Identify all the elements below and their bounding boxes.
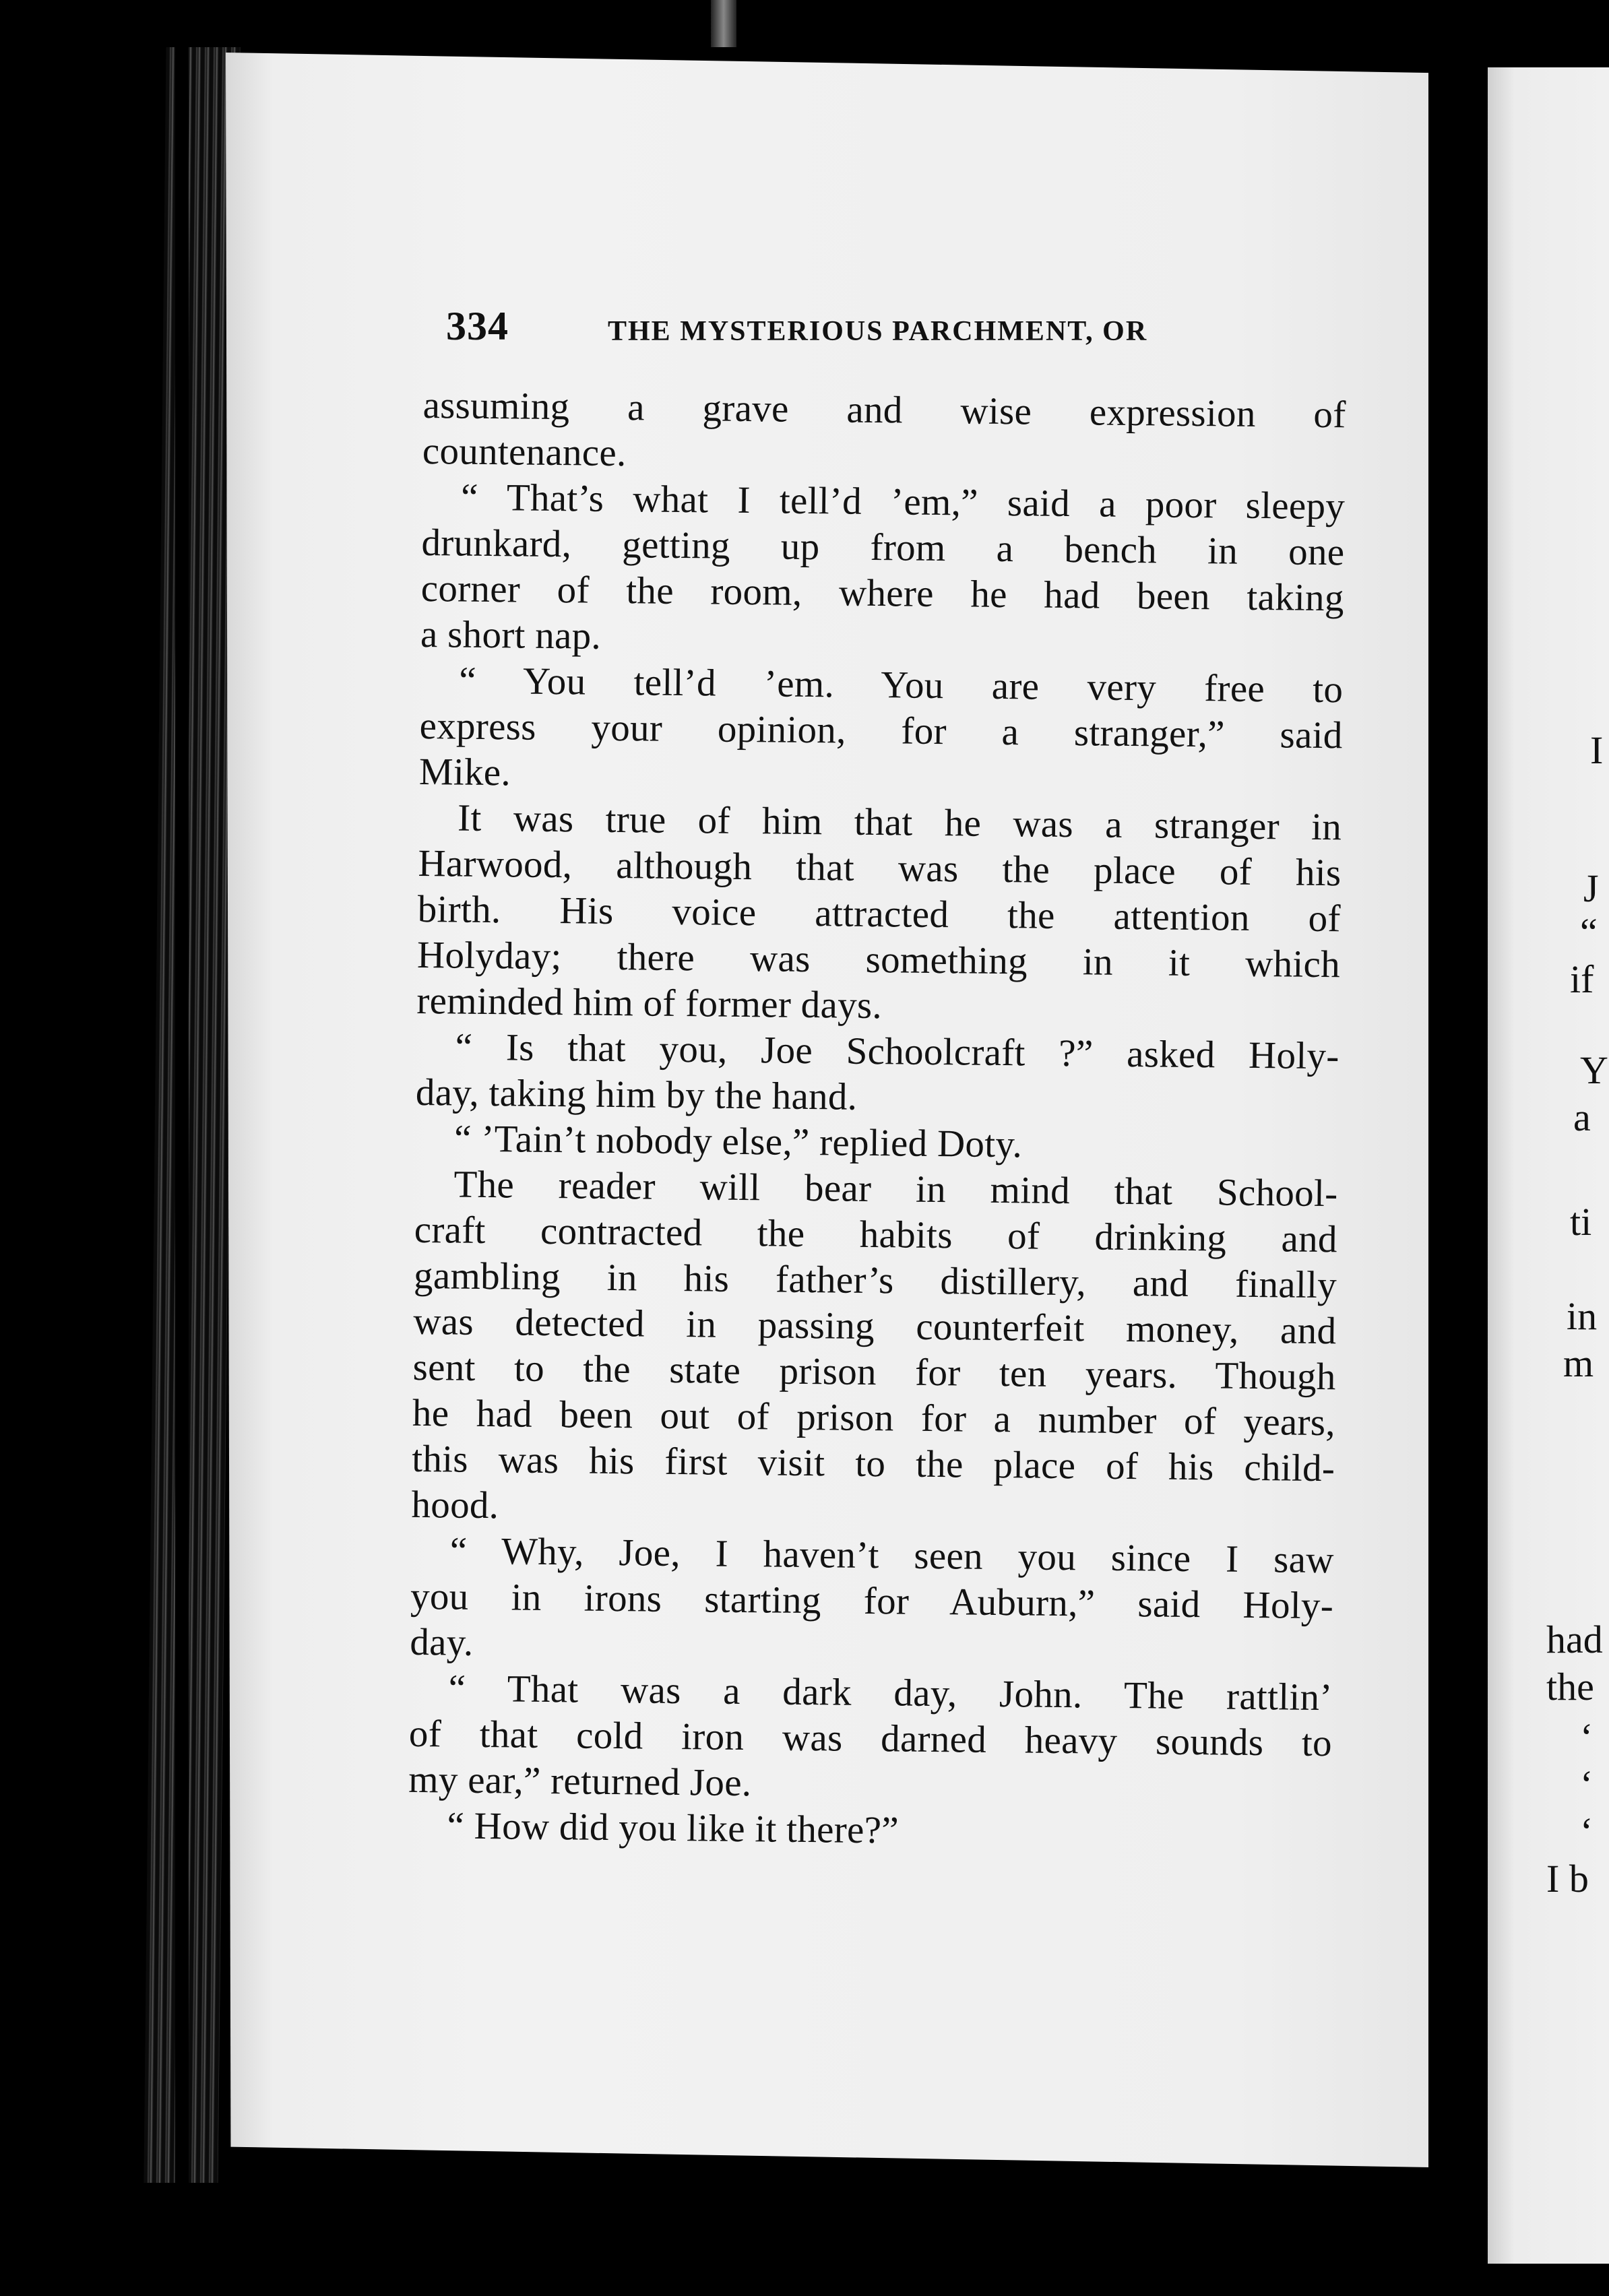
text-line-content: “ That was a dark day, John. The rattlin’ [448,1667,1333,1719]
text-line-content: sent to the state prison for ten years. Though [412,1345,1336,1399]
text-line-content: day, taking him by the hand. [415,1071,858,1118]
text-line-content: corner of the room, where he had been taking [420,567,1345,620]
text-line-content: “ ’Tain’t nobody else,” replied Doty. [453,1117,1023,1166]
right-page-fragment: I [1590,728,1604,772]
text-line-content: craft contracted the habits of drinking and [414,1208,1338,1261]
text-line-content: of that cold iron was darned heavy sounds to [408,1712,1333,1765]
right-page-fragment: Y [1580,1048,1608,1092]
running-head [446,303,1342,364]
text-line-content: The reader will bear in mind that School- [453,1163,1338,1215]
right-page-fragment: a [1573,1095,1591,1139]
text-line-content: assuming a grave and wise expression of [422,383,1346,437]
text-line-content: reminded him of former days. [416,979,883,1027]
spine-shadow [175,40,189,2196]
right-page-fragment: ‘ [1580,1810,1594,1853]
text-line-content: birth. His voice attracted the attention of [417,887,1342,940]
text-line-content: gambling in his father’s distillery, and finally [413,1254,1337,1307]
right-page [1488,67,1609,2264]
text-line-content: “ Why, Joe, I haven’t seen you since I saw [449,1529,1335,1582]
text-line-content: “ How did you like it there?” [447,1804,900,1852]
text-line-content: “ That’s what I tell’d ’em,” said a poor sleepy [460,476,1346,528]
text-line-content: “ You tell’d ’em. You are very free to [459,659,1344,711]
text-line [408,1803,1331,1858]
right-page-fragment: ‘ [1580,1715,1594,1759]
right-page-fragment: the [1546,1665,1594,1709]
right-page-fragment: “ [1580,910,1598,954]
text-line-content: was detected in passing counterfeit money, and [413,1300,1337,1353]
right-page-fragment: had [1546,1618,1603,1661]
text-line-content: you in irons starting for Auburn,” said Holy- [410,1574,1334,1628]
right-page-fragment: J [1583,866,1599,910]
scan-artifact [711,0,736,47]
right-page-fragment: ‘ [1580,1762,1594,1806]
text-line-content: day. [410,1620,474,1664]
right-page-fragment: I b [1546,1857,1589,1901]
right-page-fragment: if [1570,957,1594,1001]
text-line-content: a short nap. [420,612,602,658]
text-line-content: Harwood, although that was the place of his [418,841,1342,895]
text-line-content: Holyday; there was something in it which [416,933,1341,986]
text-line-content: this was his first visit to the place of his child- [411,1437,1335,1490]
text-line-content: It was true of him that he was a stranger in [457,796,1342,849]
right-page-fragment: ti [1570,1200,1592,1244]
page-number: 334 [446,304,509,348]
text-line-content: express your opinion, for a stranger,” said [419,704,1343,757]
text-line-content: drunkard, getting up from a bench in one [421,521,1345,574]
text-line-content: hood. [411,1483,499,1527]
text-line-content: countenance. [422,429,627,475]
page-gutter [1428,54,1496,2243]
text-line-content: Mike. [418,750,511,794]
book-page-edges [144,47,240,2183]
text-line-content: he had been out of prison for a number of years, [412,1391,1336,1444]
right-page-fragment: in [1567,1294,1598,1338]
text-line-content: my ear,” returned Joe. [408,1758,752,1805]
text-line-content: “ Is that you, Joe Schoolcraft ?” asked Holy- [455,1025,1339,1078]
right-page-fragment: m [1563,1341,1594,1385]
running-head-title: THE MYSTERIOUS PARCHMENT, OR [608,316,1148,347]
body-text [408,383,1346,1858]
